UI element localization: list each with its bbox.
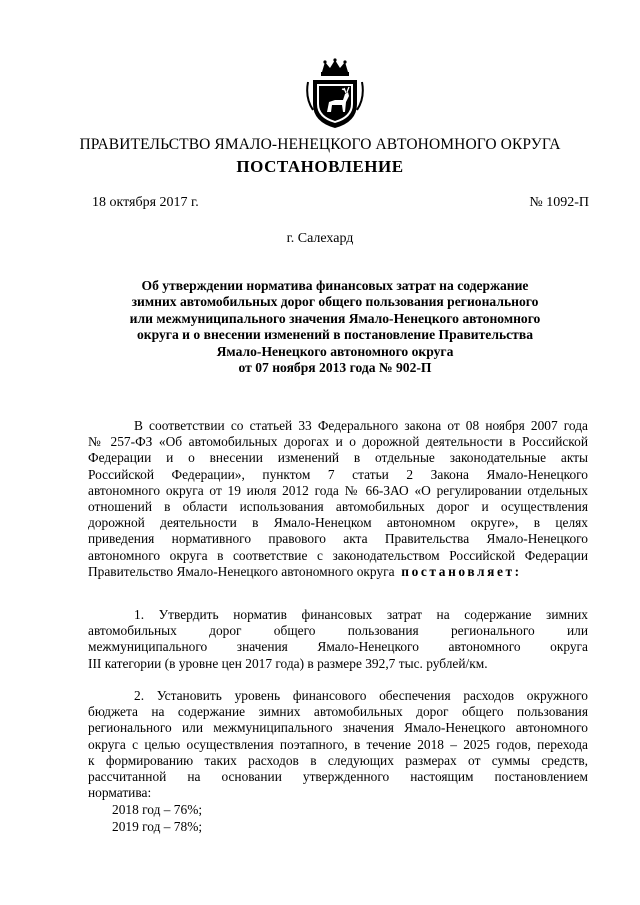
- text-line: округа с целью осуществления поэтапного, в течение 2018 – 2025 годов, перехода: [88, 736, 588, 752]
- resolves-word: постановляет:: [401, 563, 522, 579]
- text-line: дорожной деятельности в Ямало-Ненецком автономном округе», в целях: [88, 515, 588, 531]
- text-line: автономного округа от 19 июля 2012 года № 66-ЗАО «О регулировании отдельных: [88, 482, 588, 498]
- text-line: межмуниципального значения Ямало-Ненецкого автономного округа: [88, 639, 588, 655]
- text-line: III категории (в уровне цен 2017 года) в размере 392,7 тыс. рублей/км.: [88, 655, 488, 671]
- government-name: ПРАВИТЕЛЬСТВО ЯМАЛО-НЕНЕЦКОГО АВТОНОМНОГО ОКРУГА: [79, 136, 561, 153]
- text-line: регионального или межмуниципального значения Ямало-Ненецкого автономного: [88, 720, 588, 736]
- text-line: норматива:: [88, 785, 152, 801]
- text-line: к формированию таких расходов в следующих размерах от суммы средств,: [88, 752, 588, 768]
- document-title: [100, 278, 570, 376]
- text-line: 1. Утвердить норматив финансовых затрат на содержание зимних: [134, 607, 588, 622]
- year-percentage: 2018 год – 76%;: [112, 802, 203, 817]
- document-city: г. Салехард: [286, 231, 354, 246]
- document-date: 18 октября 2017 г.: [92, 195, 199, 210]
- document-type: ПОСТАНОВЛЕНИЕ: [236, 157, 404, 176]
- text-line: В соответствии со статьей 33 Федерального закона от 08 ноября 2007 года: [134, 418, 588, 433]
- title-line: или межмуниципального значения Ямало-Ненецкого автономного: [129, 310, 541, 326]
- item-1-paragraph: [88, 607, 588, 672]
- title-line: Ямало-Ненецкого автономного округа: [216, 343, 454, 359]
- text-line: бюджета на содержание зимних автомобильных дорог общего пользования: [88, 704, 588, 720]
- government-subject: Правительство Ямало-Ненецкого автономного округа: [88, 563, 395, 579]
- title-line: зимних автомобильных дорог общего пользования регионального: [131, 294, 539, 310]
- text-line: 2. Установить уровень финансового обеспечения расходов окружного: [134, 688, 588, 703]
- text-line: № 257-ФЗ «Об автомобильных дорогах и о дорожной деятельности в Российской: [88, 434, 588, 450]
- item-2-paragraph: [88, 688, 588, 801]
- text-line: автомобильных дорог общего пользования регионального или: [88, 623, 588, 639]
- year-percentage: 2019 год – 78%;: [112, 819, 203, 834]
- text-line: рассчитанной на основании утвержденного настоящим постановлением: [88, 769, 588, 785]
- text-line: Федерации и о внесении изменений в отдельные законодательные акты: [88, 450, 588, 466]
- title-line: округа и о внесении изменений в постановление Правительства: [137, 327, 533, 343]
- text-line: [88, 564, 588, 580]
- text-line: Российской Федерации», пунктом 7 статьи 2 Закона Ямало-Ненецкого: [88, 466, 588, 482]
- text-line: отношений в области использования автомобильных дорог и осуществления: [88, 499, 588, 515]
- document-number: № 1092-П: [529, 195, 589, 210]
- preamble-paragraph: [88, 418, 588, 580]
- text-line: автономного округа в соответствие с законодательством Российской Федерации: [88, 547, 588, 563]
- text-line: приведения нормативного правового акта Правительства Ямало-Ненецкого: [88, 531, 588, 547]
- title-line: Об утверждении норматива финансовых затрат на содержание: [141, 278, 529, 293]
- coat-of-arms-icon: [305, 58, 365, 130]
- title-line: от 07 ноября 2013 года № 902-П: [238, 360, 432, 376]
